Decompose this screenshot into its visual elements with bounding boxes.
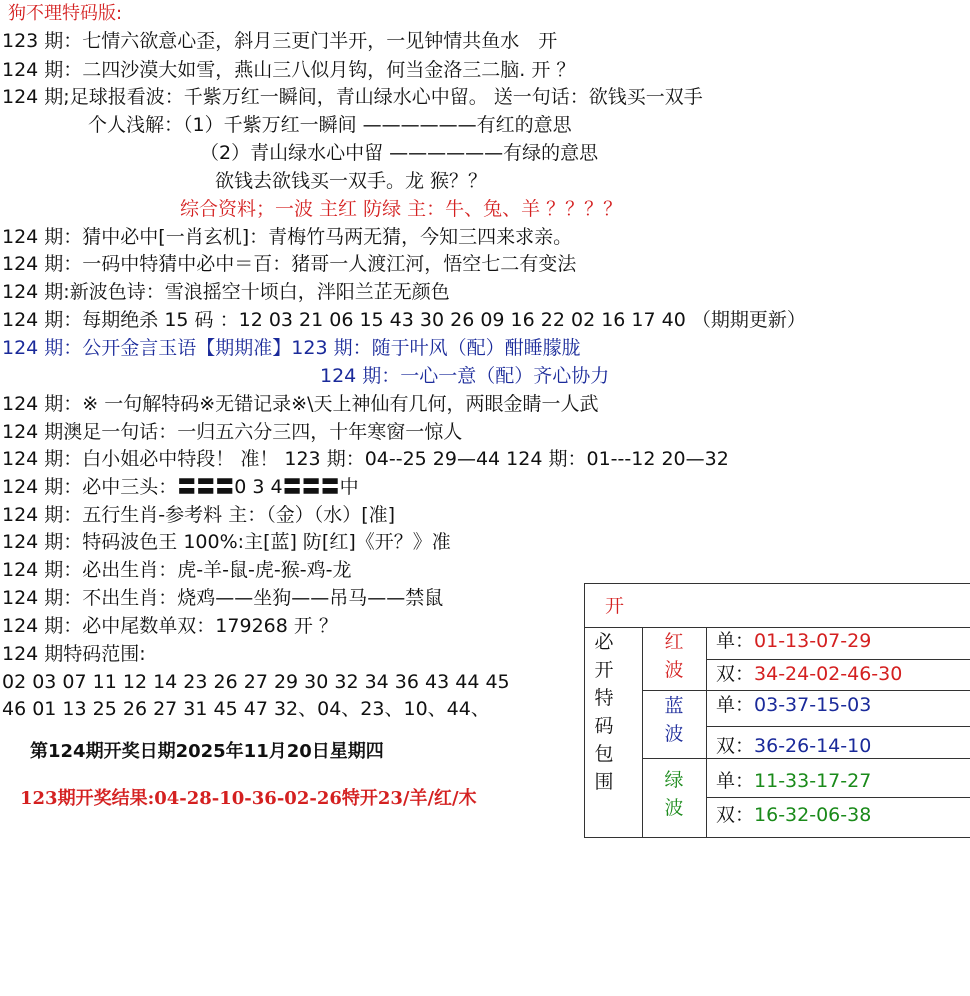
row-label: 双： [716, 735, 755, 757]
side-char: 码 [594, 715, 614, 737]
side-char: 开 [594, 659, 614, 681]
row-label: 单： [716, 630, 755, 652]
row-value: 16-32-06-38 [754, 804, 872, 826]
panel-divider [706, 659, 970, 660]
special-code-panel [584, 583, 970, 838]
row-value: 01-13-07-29 [754, 630, 872, 652]
group-char: 波 [664, 797, 684, 819]
side-char: 围 [594, 771, 614, 793]
group-char: 绿 [664, 769, 684, 791]
row-value: 03-37-15-03 [754, 694, 872, 716]
line-interpretation-3: 欲钱去欲钱买一双手。龙 猴？？ [215, 170, 488, 192]
draw-date: 第124期开奖日期2025年11月20日星期四 [30, 741, 384, 762]
red-even-row [716, 662, 902, 686]
line-five-elements: 124 期：五行生肖-参考料 主：（金）（水）[准] [2, 504, 396, 526]
line-one-code: 124 期：一码中特猜中必中＝百：猪哥一人渡江河，悟空七二有变法 [2, 253, 577, 275]
panel-side-label [589, 628, 619, 796]
red-odd-row [716, 629, 871, 653]
row-value: 36-26-14-10 [754, 735, 872, 757]
line-range-label: 124 期特码范围: [2, 643, 146, 665]
line-124-poem: 124 期：二四沙漠大如雪，燕山三八似月钩，何当金洛三二脑. 开 ？ [2, 59, 576, 81]
line-golden-words-2: 124 期：一心一意（配）齐心协力 [320, 365, 610, 387]
side-char: 包 [594, 743, 614, 765]
group-green-name [659, 766, 689, 822]
row-label: 单： [716, 694, 755, 716]
group-char: 红 [664, 631, 684, 653]
row-value: 11-33-17-27 [754, 770, 872, 792]
row-label: 单： [716, 770, 755, 792]
page-title: 狗不理特码版: [8, 3, 123, 24]
green-odd-row [716, 769, 871, 793]
line-interpretation-2: （2）青山绿水心中留 ——————有绿的意思 [200, 142, 599, 164]
line-range-2: 46 01 13 25 26 27 31 45 47 32、04、23、10、44、 [2, 698, 490, 720]
line-guess: 124 期：猜中必中[一肖玄机]：青梅竹马两无猜，今知三四来求亲。 [2, 226, 573, 248]
group-char: 波 [664, 723, 684, 745]
line-kill-15: 124 期：每期绝杀 15 码 ：12 03 21 06 15 43 30 26 09 16 22 02 16 17 40 （期期更新） [2, 309, 806, 331]
row-value: 34-24-02-46-30 [754, 663, 903, 685]
green-even-row [716, 803, 871, 827]
side-char: 必 [594, 631, 614, 653]
line-interpretation-1: 个人浅解：（1）千紫万红一瞬间 ——————有红的意思 [88, 114, 572, 136]
line-summary: 综合资料；一波 主红 防绿 主：牛、兔、羊 ？？？？ [180, 198, 623, 220]
group-blue-name [659, 692, 689, 748]
panel-divider [706, 726, 970, 727]
line-three-heads: 124 期：必中三头：〓〓〓0 3 4〓〓〓中 [2, 476, 359, 498]
row-label: 双： [716, 663, 755, 685]
line-special-segment: 124 期：白小姐必中特段！ 准！ 123 期：04--25 29—44 124 期：01---12 20—32 [2, 448, 729, 470]
panel-divider [642, 758, 970, 759]
draw-result: 123期开奖结果:04-28-10-36-02-26特开23/羊/红/木 [20, 788, 477, 809]
row-label: 双： [716, 804, 755, 826]
panel-header-label: 开 [605, 595, 625, 617]
side-char: 特 [594, 687, 614, 709]
group-char: 蓝 [664, 695, 684, 717]
group-red-name [659, 628, 689, 684]
panel-divider [706, 797, 970, 798]
blue-odd-row [716, 693, 871, 717]
line-123-poem: 123 期：七情六欲意心歪，斜月三更门半开，一见钟情共鱼水 开 [2, 30, 558, 52]
line-one-sentence: 124 期：※ 一句解特码※无错记录※\天上神仙有几何，两眼金睛一人武 [2, 393, 599, 415]
line-golden-words: 124 期：公开金言玉语【期期准】123 期：随于叶风（配）酣睡朦胧 [2, 337, 581, 359]
line-wave-poem: 124 期:新波色诗：雪浪摇空十顷白，泮阳兰芷无颜色 [2, 281, 450, 303]
line-range-1: 02 03 07 11 12 14 23 26 27 29 30 32 34 36 43 44 45 [2, 671, 510, 693]
group-char: 波 [664, 659, 684, 681]
line-macau-sentence: 124 期澳足一句话：一归五六分三四，十年寒窗一惊人 [2, 421, 463, 443]
line-football-tip: 124 期;足球报看波：千紫万红一瞬间，青山绿水心中留。 送一句话：欲钱买一双手 [2, 86, 703, 108]
line-no-zodiac: 124 期：不出生肖：烧鸡——坐狗——吊马——禁鼠 [2, 587, 444, 609]
line-must-zodiac: 124 期：必出生肖：虎-羊-鼠-虎-猴-鸡-龙 [2, 559, 352, 581]
panel-divider [642, 628, 643, 837]
panel-header [585, 584, 970, 628]
panel-divider [642, 690, 970, 691]
line-wave-king: 124 期：特码波色王 100%:主[蓝] 防[红]《开？》准 [2, 531, 451, 553]
blue-even-row [716, 734, 871, 758]
line-tail-numbers: 124 期：必中尾数单双：179268 开 ？ [2, 615, 338, 637]
